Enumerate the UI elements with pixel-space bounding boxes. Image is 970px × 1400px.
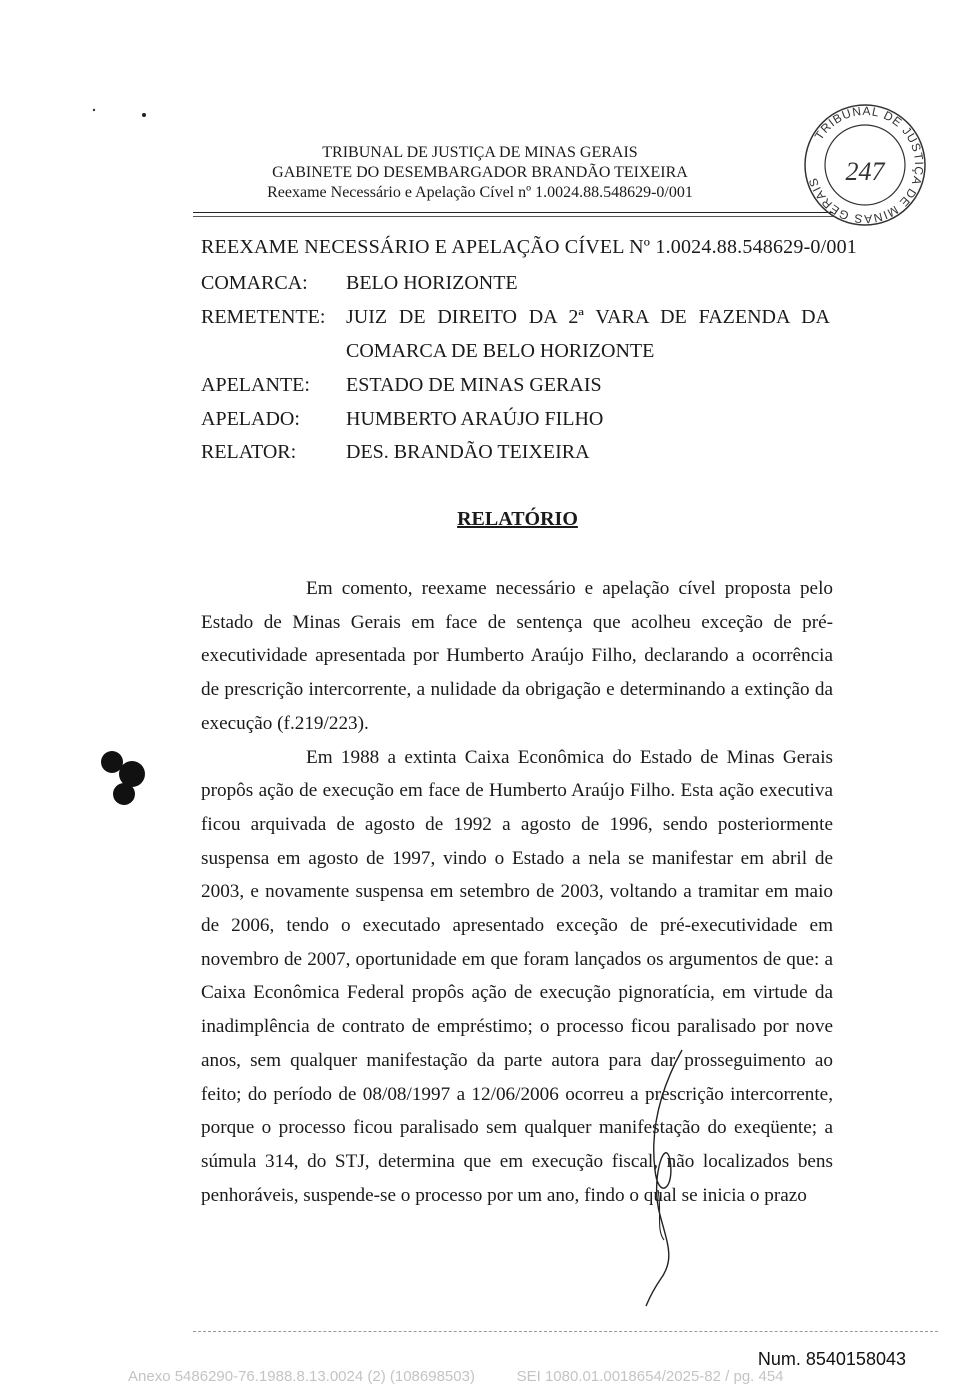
page-bottom-rule xyxy=(193,1331,938,1332)
header-rule xyxy=(193,212,833,213)
case-reference: Reexame Necessário e Apelação Cível nº 1.0024.88.548629-0/001 xyxy=(267,184,693,201)
handwritten-signature xyxy=(620,1040,700,1310)
remetente-value-line1: JUIZ DE DIREITO DA 2ª VARA DE FAZENDA DA xyxy=(346,306,830,328)
annex-footer: Anexo 5486290-76.1988.8.13.0024 (2) (108698503) SEI 1080.01.0018654/2025-82 / pg. 454 xyxy=(128,1368,784,1385)
seal-page-number: 247 xyxy=(845,157,885,186)
office-name: GABINETE DO DESEMBARGADOR BRANDÃO TEIXEIRA xyxy=(272,164,688,181)
apelado-label: APELADO: xyxy=(201,408,300,430)
paragraph-2: Em 1988 a extinta Caixa Econômica do Estado de Minas Gerais propôs ação de execução em face de Humberto Araújo Filho. Esta ação executiva ficou arquivada de agosto de 1992 a agosto de 1996, sendo posteriormente suspensa em agosto de 1997, vindo o Estado a nela se manifestar em abril de 2003, e novamente suspensa em setembro de 2003, voltando a tramitar em maio de 2006, tendo o executado apresentado exceção de pré-executividade em novembro de 2007, oportunidade em que foram lançados os argumentos de que: a Caixa Econômica Federal propôs ação de execução pignoratícia, em virtude da inadimplência de contrato de empréstimo; o processo ficou paralisado por nove anos, sem qualquer manifestação da parte autora para dar prosseguimento ao feito; do período de 08/08/1997 a 12/06/2006 ocorreu a prescrição intercorrente, porque o processo ficou paralisado sem qualquer manifestação do exeqüente; a súmula 314, do STJ, determina que em execução fiscal, não localizados bens penhoráveis, suspende-se o processo por um ano, findo o qual se inicia o prazo xyxy=(201,746,833,1206)
document-number: Num. 8540158043 xyxy=(757,1349,906,1369)
remetente-value-line2: COMARCA DE BELO HORIZONTE xyxy=(346,340,655,362)
apelado-value: HUMBERTO ARAÚJO FILHO xyxy=(346,408,604,430)
apelante-label: APELANTE: xyxy=(201,374,310,396)
ink-blot-mark xyxy=(98,748,150,810)
comarca-label: COMARCA: xyxy=(201,272,308,294)
remetente-label: REMETENTE: xyxy=(201,306,326,328)
apelante-value: ESTADO DE MINAS GERAIS xyxy=(346,374,602,396)
seal-text: TRIBUNAL DE JUSTIÇA DE MINAS GERAIS xyxy=(805,103,927,227)
section-title: RELATÓRIO xyxy=(457,508,578,530)
report-body xyxy=(201,572,833,1212)
relator-value: DES. BRANDÃO TEIXEIRA xyxy=(346,441,590,463)
case-caption: REEXAME NECESSÁRIO E APELAÇÃO CÍVEL Nº 1.0024.88.548629-0/001 xyxy=(201,236,857,258)
header-rule-thin xyxy=(193,216,833,217)
comarca-value: BELO HORIZONTE xyxy=(346,272,518,294)
paragraph-1: Em comento, reexame necessário e apelação cível proposta pelo Estado de Minas Gerais em face de sentença que acolheu exceção de pré-executividade apresentada por Humberto Araújo Filho, declarando a ocorrência de prescrição intercorrente, a nulidade da obrigação e determinando a extinção da execução (f.219/223). xyxy=(201,578,833,734)
court-name: TRIBUNAL DE JUSTIÇA DE MINAS GERAIS xyxy=(322,144,638,161)
relator-label: RELATOR: xyxy=(201,441,297,463)
scan-specks xyxy=(86,100,156,122)
court-seal-stamp xyxy=(800,100,930,230)
